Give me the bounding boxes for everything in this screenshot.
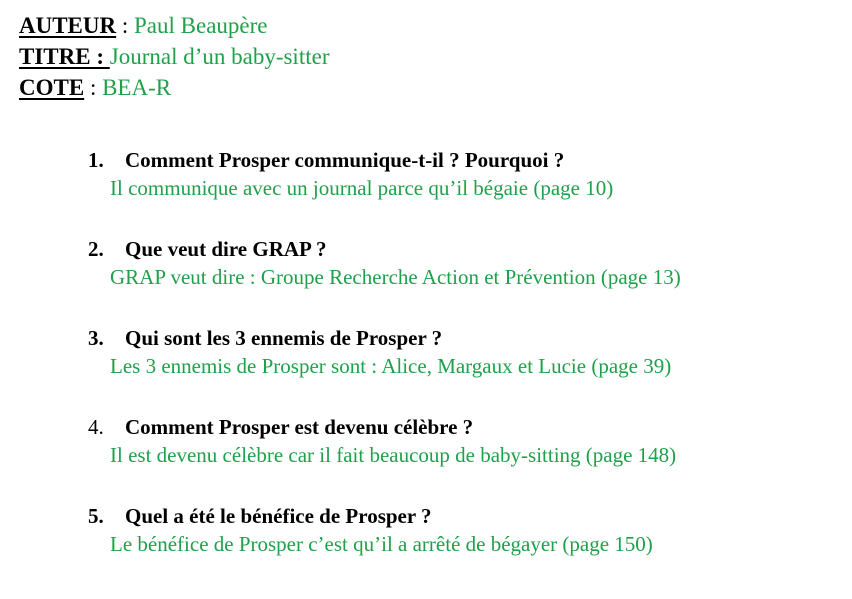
title-line bbox=[19, 41, 329, 72]
cote-label: COTE bbox=[19, 75, 85, 100]
question-text: Comment Prosper est devenu célèbre ? bbox=[125, 415, 474, 439]
answer-text: Il est devenu célèbre car il fait beaucoup de baby-sitting (page 148) bbox=[110, 443, 677, 467]
question-line bbox=[88, 146, 681, 174]
question-item-1 bbox=[88, 146, 681, 202]
question-number: 3. bbox=[88, 326, 104, 350]
author-line bbox=[19, 10, 329, 41]
question-line bbox=[88, 235, 681, 263]
question-list bbox=[88, 146, 681, 591]
title-value: Journal d’un baby-sitter bbox=[109, 44, 330, 69]
answer-text: Le bénéfice de Prosper c’est qu’il a arrêté de bégayer (page 150) bbox=[110, 532, 653, 556]
question-number: 4. bbox=[88, 415, 104, 439]
answer-text: Les 3 ennemis de Prosper sont : Alice, Margaux et Lucie (page 39) bbox=[110, 354, 672, 378]
cote-separator: : bbox=[84, 75, 103, 100]
question-item-4 bbox=[88, 413, 681, 469]
question-text: Comment Prosper communique-t-il ? Pourquoi ? bbox=[125, 148, 565, 172]
cote-line bbox=[19, 72, 329, 103]
question-item-2 bbox=[88, 235, 681, 291]
question-item-3 bbox=[88, 324, 681, 380]
question-text: Quel a été le bénéfice de Prosper ? bbox=[125, 504, 432, 528]
question-item-5 bbox=[88, 502, 681, 558]
answer-text: Il communique avec un journal parce qu’il bégaie (page 10) bbox=[110, 176, 614, 200]
answer-text: GRAP veut dire : Groupe Recherche Action et Prévention (page 13) bbox=[110, 265, 681, 289]
author-separator: : bbox=[116, 13, 135, 38]
question-line bbox=[88, 324, 681, 352]
question-line bbox=[88, 502, 681, 530]
author-value: Paul Beaupère bbox=[134, 13, 268, 38]
title-label: TITRE : bbox=[19, 44, 110, 69]
question-number: 2. bbox=[88, 237, 104, 261]
book-metadata bbox=[19, 10, 329, 103]
cote-value: BEA-R bbox=[102, 75, 172, 100]
question-text: Que veut dire GRAP ? bbox=[125, 237, 327, 261]
question-line bbox=[88, 413, 681, 441]
question-number: 5. bbox=[88, 504, 104, 528]
author-label: AUTEUR bbox=[19, 13, 117, 38]
question-text: Qui sont les 3 ennemis de Prosper ? bbox=[125, 326, 443, 350]
question-number: 1. bbox=[88, 148, 104, 172]
